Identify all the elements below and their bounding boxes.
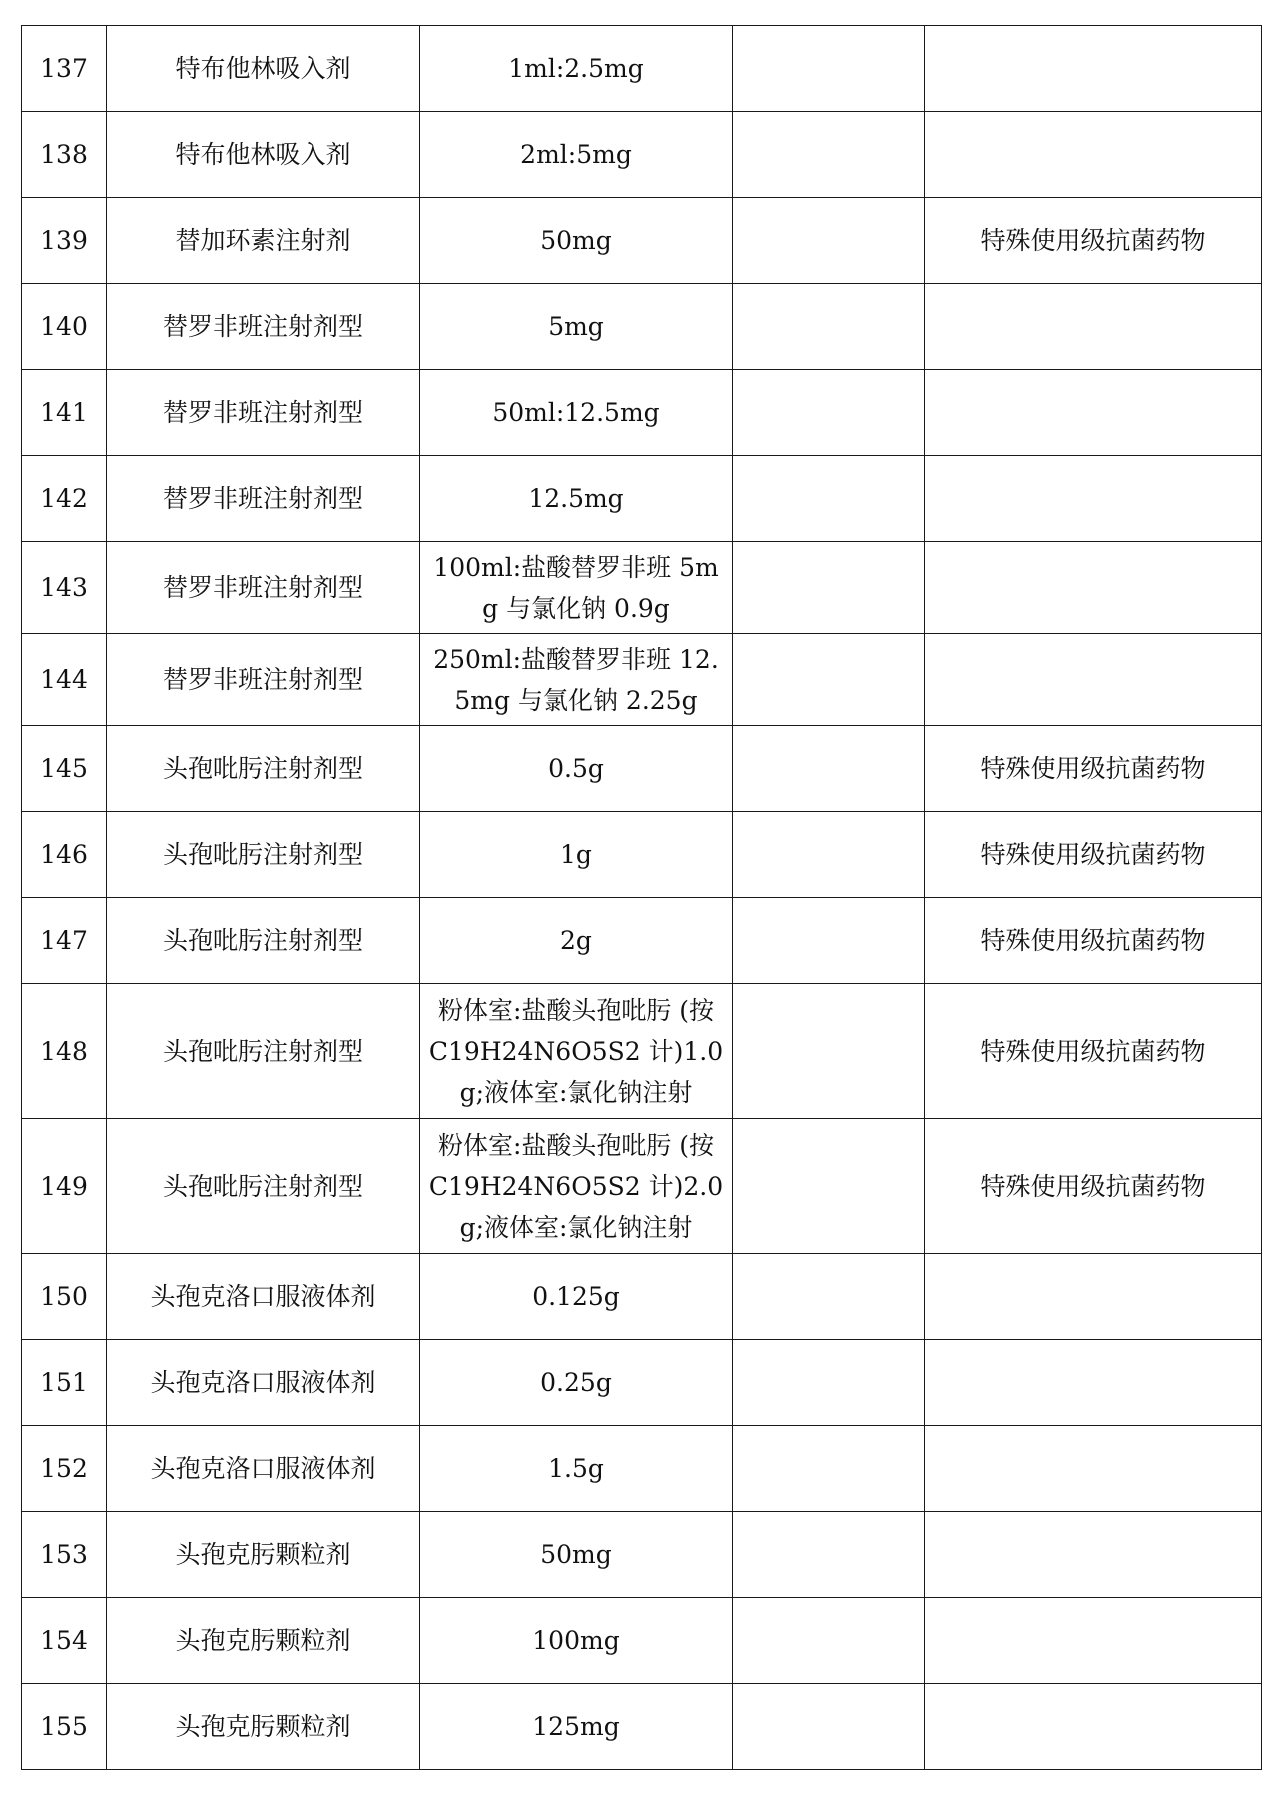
empty-cell xyxy=(733,542,925,634)
drug-name: 头孢吡肟注射剂型 xyxy=(107,1119,420,1254)
drug-note xyxy=(925,1512,1262,1598)
table-row xyxy=(22,984,1262,1119)
drug-note xyxy=(925,1340,1262,1426)
table-row xyxy=(22,1426,1262,1512)
row-number: 140 xyxy=(22,284,107,370)
table-row xyxy=(22,284,1262,370)
drug-name: 替罗非班注射剂型 xyxy=(107,370,420,456)
empty-cell xyxy=(733,984,925,1119)
empty-cell xyxy=(733,1426,925,1512)
row-number: 149 xyxy=(22,1119,107,1254)
row-number: 139 xyxy=(22,198,107,284)
drug-spec: 125mg xyxy=(420,1684,733,1770)
row-number: 154 xyxy=(22,1598,107,1684)
drug-spec: 1g xyxy=(420,812,733,898)
row-number: 147 xyxy=(22,898,107,984)
table-row xyxy=(22,456,1262,542)
empty-cell xyxy=(733,456,925,542)
table-row xyxy=(22,542,1262,634)
drug-name: 替罗非班注射剂型 xyxy=(107,542,420,634)
row-number: 142 xyxy=(22,456,107,542)
table-row xyxy=(22,1512,1262,1598)
drug-table xyxy=(21,25,1262,1770)
table-row xyxy=(22,726,1262,812)
table-row xyxy=(22,1254,1262,1340)
drug-note xyxy=(925,634,1262,726)
drug-note xyxy=(925,1426,1262,1512)
empty-cell xyxy=(733,898,925,984)
table-row xyxy=(22,26,1262,112)
drug-note xyxy=(925,456,1262,542)
drug-name: 头孢吡肟注射剂型 xyxy=(107,898,420,984)
table-row xyxy=(22,634,1262,726)
drug-spec: 50mg xyxy=(420,198,733,284)
row-number: 151 xyxy=(22,1340,107,1426)
drug-name: 替罗非班注射剂型 xyxy=(107,634,420,726)
table-row xyxy=(22,1119,1262,1254)
row-number: 155 xyxy=(22,1684,107,1770)
row-number: 138 xyxy=(22,112,107,198)
row-number: 144 xyxy=(22,634,107,726)
drug-name: 头孢吡肟注射剂型 xyxy=(107,984,420,1119)
drug-name: 特布他林吸入剂 xyxy=(107,26,420,112)
drug-spec: 0.5g xyxy=(420,726,733,812)
drug-name: 替罗非班注射剂型 xyxy=(107,456,420,542)
drug-spec: 粉体室:盐酸头孢吡肟 (按 C19H24N6O5S2 计)2.0g;液体室:氯化钠注射 xyxy=(420,1119,733,1254)
drug-spec: 2g xyxy=(420,898,733,984)
drug-note: 特殊使用级抗菌药物 xyxy=(925,812,1262,898)
drug-note xyxy=(925,542,1262,634)
drug-note: 特殊使用级抗菌药物 xyxy=(925,198,1262,284)
table-row xyxy=(22,198,1262,284)
empty-cell xyxy=(733,1119,925,1254)
table-row xyxy=(22,1598,1262,1684)
table-row xyxy=(22,1340,1262,1426)
drug-note xyxy=(925,370,1262,456)
drug-spec: 1.5g xyxy=(420,1426,733,1512)
empty-cell xyxy=(733,26,925,112)
empty-cell xyxy=(733,1254,925,1340)
drug-spec: 0.125g xyxy=(420,1254,733,1340)
row-number: 150 xyxy=(22,1254,107,1340)
row-number: 148 xyxy=(22,984,107,1119)
drug-spec: 0.25g xyxy=(420,1340,733,1426)
empty-cell xyxy=(733,634,925,726)
drug-name: 头孢克肟颗粒剂 xyxy=(107,1512,420,1598)
drug-name: 头孢克洛口服液体剂 xyxy=(107,1254,420,1340)
empty-cell xyxy=(733,1598,925,1684)
empty-cell xyxy=(733,812,925,898)
drug-name: 头孢克洛口服液体剂 xyxy=(107,1340,420,1426)
drug-note: 特殊使用级抗菌药物 xyxy=(925,1119,1262,1254)
drug-spec: 50ml:12.5mg xyxy=(420,370,733,456)
empty-cell xyxy=(733,1512,925,1598)
drug-name: 特布他林吸入剂 xyxy=(107,112,420,198)
drug-note xyxy=(925,284,1262,370)
drug-note xyxy=(925,1684,1262,1770)
empty-cell xyxy=(733,112,925,198)
drug-note xyxy=(925,26,1262,112)
drug-name: 头孢克肟颗粒剂 xyxy=(107,1684,420,1770)
drug-name: 替加环素注射剂 xyxy=(107,198,420,284)
table-row xyxy=(22,112,1262,198)
drug-note xyxy=(925,1254,1262,1340)
empty-cell xyxy=(733,370,925,456)
table-row xyxy=(22,898,1262,984)
row-number: 153 xyxy=(22,1512,107,1598)
drug-note xyxy=(925,1598,1262,1684)
drug-spec: 2ml:5mg xyxy=(420,112,733,198)
row-number: 141 xyxy=(22,370,107,456)
drug-spec: 100mg xyxy=(420,1598,733,1684)
empty-cell xyxy=(733,1340,925,1426)
drug-spec: 250ml:盐酸替罗非班 12.5mg 与氯化钠 2.25g xyxy=(420,634,733,726)
row-number: 152 xyxy=(22,1426,107,1512)
drug-note: 特殊使用级抗菌药物 xyxy=(925,726,1262,812)
drug-name: 头孢吡肟注射剂型 xyxy=(107,812,420,898)
drug-name: 替罗非班注射剂型 xyxy=(107,284,420,370)
drug-spec: 5mg xyxy=(420,284,733,370)
drug-note: 特殊使用级抗菌药物 xyxy=(925,984,1262,1119)
drug-note xyxy=(925,112,1262,198)
drug-spec: 粉体室:盐酸头孢吡肟 (按 C19H24N6O5S2 计)1.0g;液体室:氯化钠注射 xyxy=(420,984,733,1119)
drug-spec: 1ml:2.5mg xyxy=(420,26,733,112)
drug-spec: 50mg xyxy=(420,1512,733,1598)
drug-spec: 100ml:盐酸替罗非班 5mg 与氯化钠 0.9g xyxy=(420,542,733,634)
drug-name: 头孢克洛口服液体剂 xyxy=(107,1426,420,1512)
drug-spec: 12.5mg xyxy=(420,456,733,542)
row-number: 145 xyxy=(22,726,107,812)
drug-name: 头孢克肟颗粒剂 xyxy=(107,1598,420,1684)
drug-note: 特殊使用级抗菌药物 xyxy=(925,898,1262,984)
drug-name: 头孢吡肟注射剂型 xyxy=(107,726,420,812)
table-row xyxy=(22,812,1262,898)
row-number: 137 xyxy=(22,26,107,112)
table-row xyxy=(22,1684,1262,1770)
empty-cell xyxy=(733,284,925,370)
row-number: 143 xyxy=(22,542,107,634)
row-number: 146 xyxy=(22,812,107,898)
empty-cell xyxy=(733,1684,925,1770)
table-row xyxy=(22,370,1262,456)
empty-cell xyxy=(733,726,925,812)
empty-cell xyxy=(733,198,925,284)
